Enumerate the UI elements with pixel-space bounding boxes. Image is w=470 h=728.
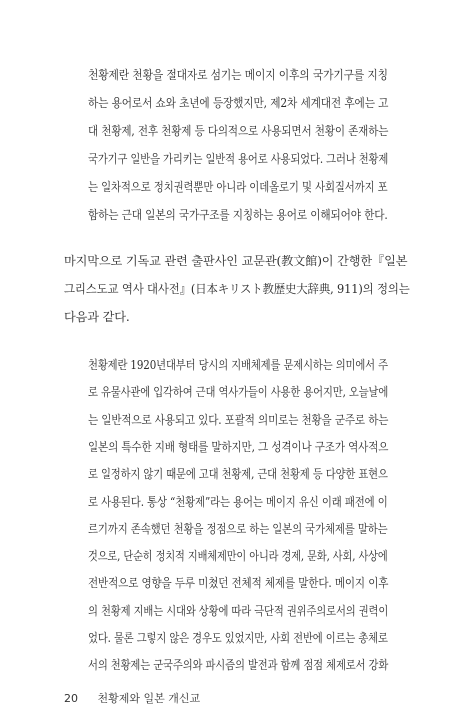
text-line: 는 일차적으로 정치권력뿐만 아니라 이데올로기 및 사회질서까지 포 (88, 180, 388, 194)
text-line: 전반적으로 영향을 두루 미쳤던 전체적 체제를 말한다. 메이지 이후 (88, 576, 389, 591)
text-line: 다음과 같다. (64, 310, 130, 324)
text-line: 그리스도교 역사 대사전』(日本キリスト教歴史大辞典, 911)의 정의는 (64, 282, 410, 296)
text-line: 로 유물사관에 입각하여 근대 역사가들이 사용한 용어지만, 오늘날에 (88, 385, 389, 400)
text-line: 로 일정하지 않기 때문에 고대 천황제, 근대 천황제 등 다양한 표현으 (88, 467, 388, 482)
text-line: 하는 용어로서 쇼와 초년에 등장했지만, 제2차 세계대전 후에는 고 (88, 96, 389, 110)
text-line: 천황제란 천황을 절대자로 섬기는 메이지 이후의 국가기구를 지칭 (88, 68, 388, 82)
text-line: 의 천황제 지배는 시대와 상황에 따라 극단적 권위주의로서의 권력이 (88, 603, 389, 618)
text-line: 로 사용된다. 통상 “천황제”라는 용어는 메이지 유신 이래 패전에 이 (88, 494, 388, 509)
text-line: 서의 천황제는 군국주의와 파시즘의 발전과 함께 점점 체제로서 강화 (88, 658, 389, 673)
text-line: 대 천황제, 전후 천황제 등 다의적으로 사용되면서 천황이 존재하는 (88, 124, 389, 138)
text-line: 천황제란 1920년대부터 당시의 지배체제를 문제시하는 의미에서 주 (88, 358, 388, 372)
text-line: 일본의 특수한 지배 형태를 말하지만, 그 성격이나 구조가 역사적으 (88, 439, 389, 454)
text-line: 마지막으로 기독교 관련 출판사인 교문관(教文館)이 간행한『일본 (64, 254, 408, 268)
running-title: 천황제와 일본 개신교 (97, 692, 201, 705)
page-number: 20 (64, 692, 78, 705)
text-line: 었다. 물론 그렇지 않은 경우도 있었지만, 사회 전반에 이르는 총체로 (88, 631, 388, 645)
text-line: 것으로, 단순히 정치적 지배체제만이 아니라 경제, 문화, 사회, 사상에 (88, 549, 388, 564)
text-line: 함하는 근대 일본의 국가구조를 지칭하는 용어로 이해되어야 한다. (88, 208, 388, 222)
text-line: 국가기구 일반을 가리키는 일반적 용어로 사용되었다. 그러나 천황제 (88, 152, 389, 166)
text-line: 는 일반적으로 사용되고 있다. 포괄적 의미로는 천황을 군주로 하는 (88, 412, 389, 427)
text-line: 르기까지 존속했던 천황을 정점으로 하는 일본의 국가체제를 말하는 (88, 521, 388, 536)
page-footer (64, 690, 200, 706)
